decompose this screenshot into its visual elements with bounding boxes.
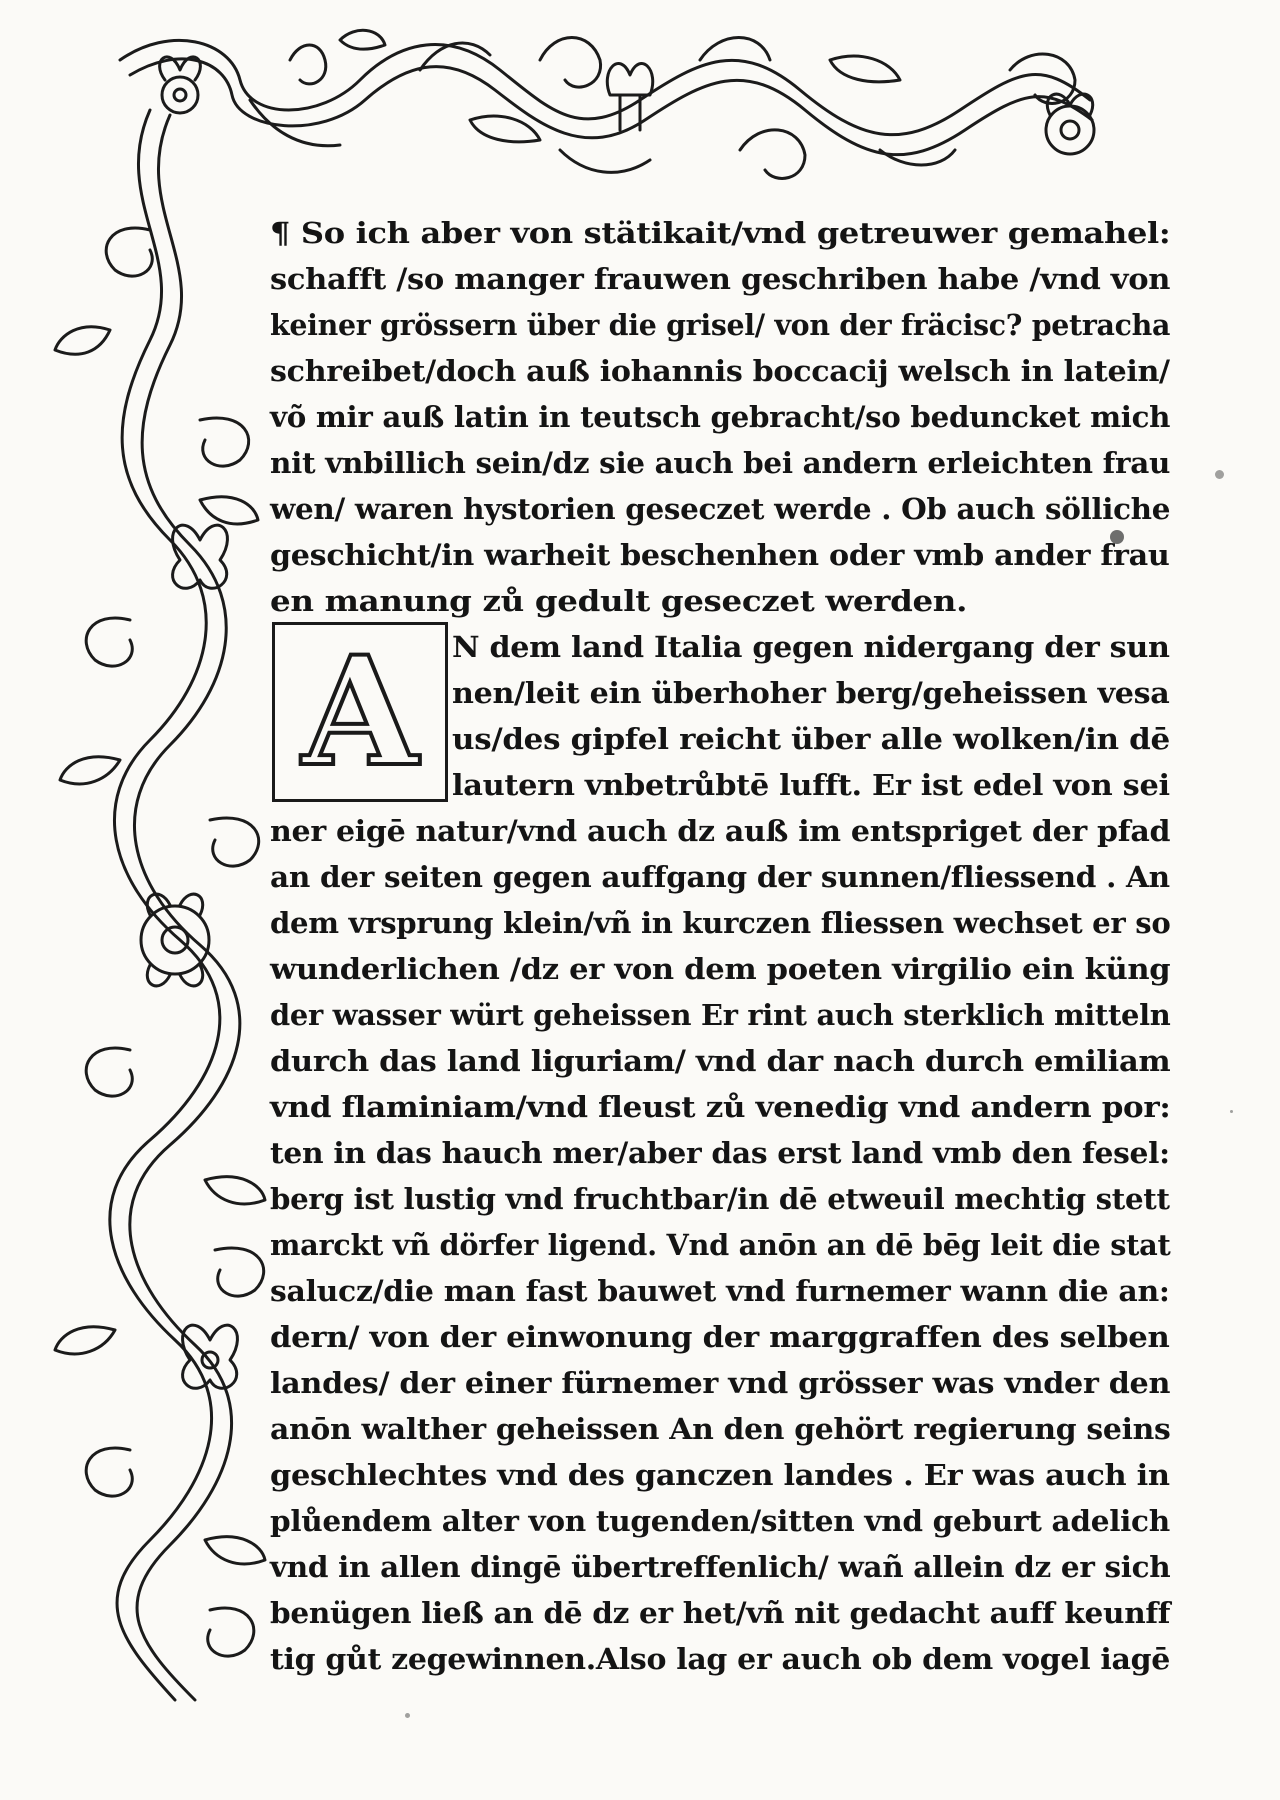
text-line: durch das land liguriam/ vnd dar nach durch emiliam bbox=[270, 1044, 1171, 1078]
text-line: keiner grössern über die grisel/ von der fräcisc? petracha bbox=[270, 308, 1171, 342]
text-line: vnd in allen dingē übertreffenlich/ wañ allein dz er sich bbox=[270, 1550, 1171, 1584]
text-line: der wasser würt geheissen Er rint auch sterklich mitteln bbox=[270, 998, 1171, 1032]
text-line: geschlechtes vnd des ganczen landes . Er was auch in bbox=[270, 1458, 1170, 1492]
text-line: berg ist lustig vnd fruchtbar/in dē etweuil mechtig stett bbox=[270, 1182, 1170, 1216]
text-line: dern/ von der einwonung der marggraffen des selben bbox=[270, 1320, 1170, 1354]
text-line: geschicht/in warheit beschenhen oder vmb ander frau bbox=[270, 538, 1170, 572]
top-border-vine bbox=[120, 30, 1094, 178]
ink-speckle bbox=[1230, 1110, 1233, 1113]
text-line: salucz/die man fast bauwet vnd furnemer wann die an: bbox=[270, 1274, 1170, 1308]
text-line: schafft /so manger frauwen geschriben habe /vnd von bbox=[270, 262, 1171, 296]
text-line: nen/leit ein überhoher berg/geheissen vesa bbox=[452, 676, 1170, 710]
ink-speckle bbox=[405, 1713, 410, 1718]
text-line: vnd flaminiam/vnd fleust zů venedig vnd andern por: bbox=[270, 1090, 1171, 1124]
text-line: marckt vñ dörfer ligend. Vnd anōn an dē bēg leit die stat bbox=[270, 1228, 1171, 1262]
text-line: võ mir auß latin in teutsch gebracht/so beduncket mich bbox=[270, 400, 1171, 434]
text-line: benügen ließ an dē dz er het/vñ nit gedacht auff keunff bbox=[270, 1596, 1171, 1630]
initial-letter: A bbox=[301, 624, 419, 800]
text-line-content: So ich aber von stätikait/vnd getreuwer gemahel: bbox=[300, 216, 1171, 250]
text-line: plůendem alter von tugenden/sitten vnd geburt adelich bbox=[270, 1504, 1170, 1538]
text-line: tig gůt zegewinnen.Also lag er auch ob dem vogel iagē bbox=[270, 1642, 1170, 1676]
decorated-initial bbox=[272, 622, 448, 802]
left-border-vine bbox=[55, 110, 265, 1700]
text-line: dem vrsprung klein/vñ in kurczen fliessen wechset er so bbox=[270, 906, 1171, 940]
text-line: anōn walther geheissen An den gehört regierung seins bbox=[270, 1412, 1171, 1446]
text-line: landes/ der einer fürnemer vnd grösser was vnder den bbox=[270, 1366, 1171, 1400]
paragraph-mark: ¶ bbox=[270, 216, 291, 250]
text-line bbox=[270, 210, 1170, 256]
text-line: us/des gipfel reicht über alle wolken/in dē bbox=[452, 722, 1170, 756]
text-line: ner eigē natur/vnd auch dz auß im entspriget der pfad bbox=[270, 814, 1171, 848]
text-line: ten in das hauch mer/aber das erst land vmb den fesel: bbox=[270, 1136, 1170, 1170]
text-line: nit vnbillich sein/dz sie auch bei andern erleichten frau bbox=[270, 446, 1171, 480]
text-line: schreibet/doch auß iohannis boccacij welsch in latein/ bbox=[270, 354, 1170, 388]
text-line: N dem land Italia gegen nidergang der sun bbox=[452, 630, 1170, 664]
ink-speckle bbox=[1215, 470, 1224, 479]
text-line: lautern vnbetrůbtē lufft. Er ist edel von sei bbox=[452, 768, 1170, 802]
text-line: en manung zů gedult geseczet werden. bbox=[270, 584, 968, 618]
text-line: wen/ waren hystorien geseczet werde . Ob auch sölliche bbox=[270, 492, 1171, 526]
text-line: wunderlichen /dz er von dem poeten virgilio ein küng bbox=[270, 952, 1171, 986]
text-line: an der seiten gegen auffgang der sunnen/fliessend . An bbox=[270, 860, 1170, 894]
